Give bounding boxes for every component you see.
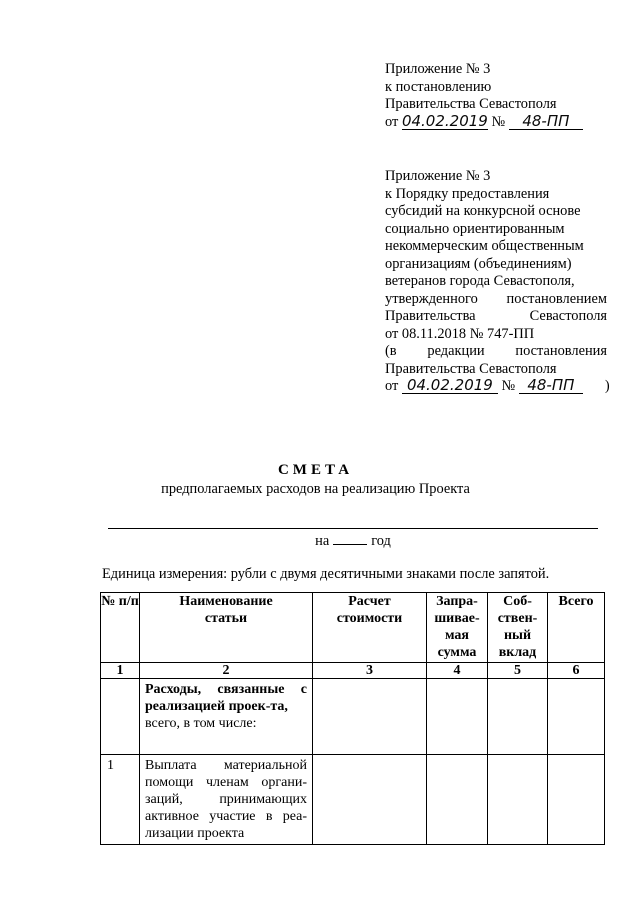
- row-item-name: [140, 679, 313, 755]
- item-name-regular: Выплата материальной помощи членам органи-заций, принимающих активное участие в реа-лизации проекта: [145, 758, 307, 841]
- item-name-bold: Расходы, связанные с реализацией проек-та,: [145, 682, 307, 714]
- year-suffix: год: [371, 533, 391, 549]
- column-number: 3: [313, 663, 427, 679]
- closing-paren: ): [604, 378, 610, 394]
- year-blank: [333, 532, 367, 545]
- appendix-1-line3: Правительства Севастополя: [385, 96, 557, 112]
- own-contribution-cell[interactable]: [488, 755, 548, 845]
- year-prefix: на: [315, 533, 330, 549]
- units-note: Единица измерения: рубли с двумя десятичными знаками после запятой.: [102, 566, 550, 582]
- header-total: Всего: [548, 593, 605, 663]
- column-number: 5: [488, 663, 548, 679]
- total-cell[interactable]: [548, 755, 605, 845]
- appendix-1-line2: к постановлению: [385, 78, 492, 95]
- requested-amount-cell[interactable]: [427, 755, 488, 845]
- appendix-2-line8: утвержденного постановлением: [385, 290, 607, 307]
- row-number: 1: [101, 755, 140, 845]
- row-item-name: [140, 755, 313, 845]
- calculation-cell[interactable]: [313, 755, 427, 845]
- column-number: 6: [548, 663, 605, 679]
- appendix-1-date-line: [385, 111, 610, 132]
- requested-amount-cell[interactable]: [427, 679, 488, 755]
- total-cell[interactable]: [548, 679, 605, 755]
- year-line: [0, 532, 631, 550]
- row-number: [101, 679, 140, 755]
- handwritten-date: 04.02.2019: [402, 378, 498, 394]
- appendix-2-line2: к Порядку предоставления: [385, 185, 550, 202]
- appendix-2-line10: от 08.11.2018 № 747-ПП: [385, 325, 535, 342]
- document-title: СМЕТА: [277, 462, 354, 478]
- from-label: от: [385, 113, 399, 130]
- column-number: 1: [101, 663, 140, 679]
- appendix-1-line1: Приложение № 3: [385, 61, 491, 77]
- column-number-row: [101, 663, 605, 679]
- number-sign: №: [501, 378, 516, 394]
- own-contribution-cell[interactable]: [488, 679, 548, 755]
- header-number: № п/п: [101, 593, 140, 663]
- appendix-2-line11: (в редакции постановления: [385, 343, 607, 359]
- handwritten-number: 48-ПП: [519, 378, 583, 394]
- from-label: от: [385, 378, 399, 394]
- document-subtitle: предполагаемых расходов на реализацию Проекта: [161, 481, 470, 497]
- header-calculation: Расчет стоимости: [313, 593, 427, 663]
- header-requested-amount: Запра-шивае-мая сумма: [427, 593, 488, 663]
- table-row: [101, 755, 605, 845]
- handwritten-number: 48-ПП: [509, 114, 583, 130]
- appendix-2-line4: социально ориентированным: [385, 220, 565, 237]
- header-own-contribution: Соб-ствен-ный вклад: [488, 593, 548, 663]
- header-item-name: Наименование статьи: [140, 593, 313, 663]
- column-number: 2: [140, 663, 313, 679]
- handwritten-date: 04.02.2019: [401, 111, 488, 130]
- appendix-2-line5: некоммерческим общественным: [385, 238, 584, 254]
- estimate-table: [100, 592, 605, 845]
- appendix-2-line6: организациям (объединениям): [385, 255, 572, 272]
- column-number: 4: [427, 663, 488, 679]
- number-sign: №: [491, 113, 506, 130]
- appendix-2-line1: Приложение № 3: [385, 168, 491, 184]
- organization-blank-line: [108, 528, 598, 529]
- item-name-regular: всего, в том числе:: [145, 716, 257, 731]
- table-header-row: [101, 593, 605, 663]
- appendix-2-line12: Правительства Севастополя: [385, 360, 557, 377]
- appendix-2-header: [385, 168, 610, 396]
- calculation-cell[interactable]: [313, 679, 427, 755]
- table-row: [101, 679, 605, 755]
- appendix-2-line7: ветеранов города Севастополя,: [385, 273, 575, 289]
- appendix-2-date-line: [385, 376, 610, 396]
- appendix-2-line3: субсидий на конкурсной основе: [385, 203, 581, 219]
- appendix-1-header: [385, 61, 610, 131]
- appendix-2-line9: Правительства Севастополя: [385, 308, 607, 324]
